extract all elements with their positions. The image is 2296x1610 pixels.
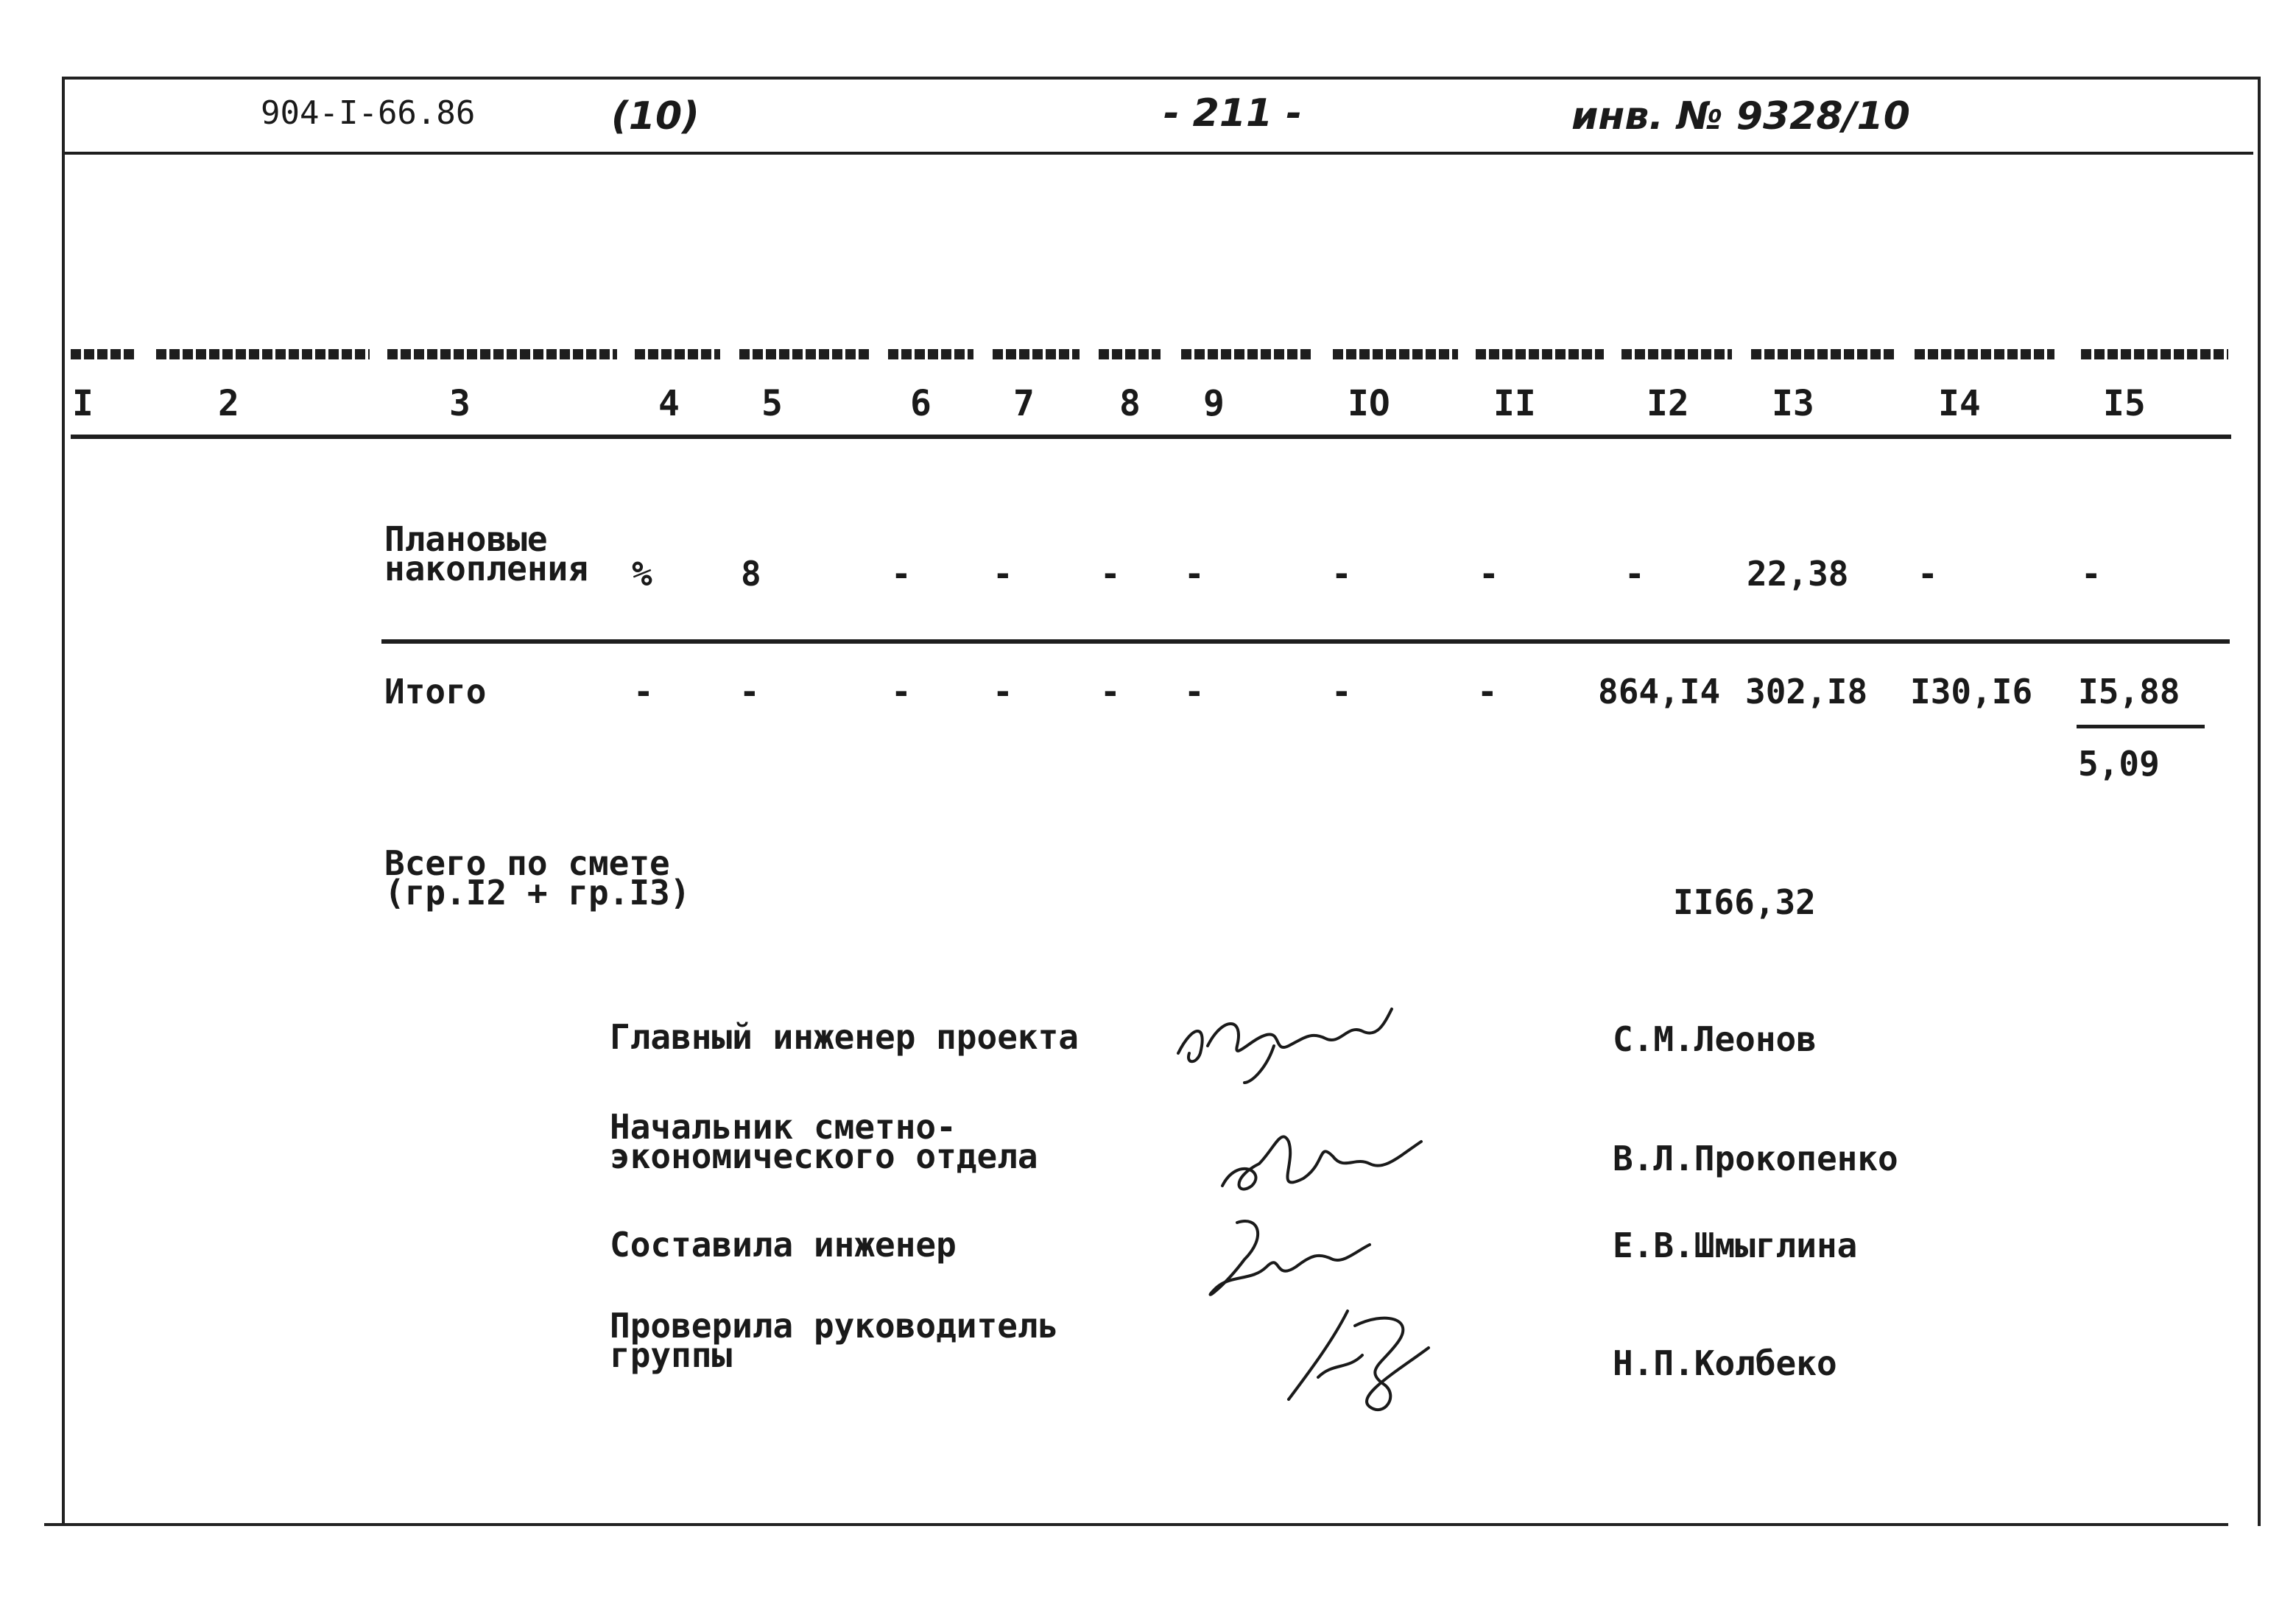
table-cell: - (739, 672, 760, 711)
page-number: - 211 - (1163, 91, 1302, 136)
table-cell: - (1479, 554, 1499, 594)
table-cell: 302,I8 (1745, 672, 1868, 711)
document-code: 904-I-66.86 (261, 94, 476, 132)
signature-scribble-icon (1274, 1296, 1443, 1421)
signatory-title: Главный инженер проекта (610, 1017, 1079, 1057)
column-header-rule (71, 435, 2231, 439)
column-number: 3 (449, 383, 471, 424)
table-cell: - (1624, 554, 1645, 594)
column-number: I5 (2103, 383, 2146, 424)
table-cell: - (1184, 672, 1205, 711)
column-number: 2 (218, 383, 239, 424)
sheet-mark: (10) (611, 94, 700, 138)
signatory-name: В.Л.Прокопенко (1613, 1139, 1898, 1178)
table-cell: - (1331, 554, 1352, 594)
fraction-denominator: 5,09 (2078, 744, 2160, 784)
table-cell: - (2081, 554, 2102, 594)
header-divider (65, 152, 2253, 155)
table-cell: - (1331, 672, 1352, 711)
fraction-bar (2077, 725, 2205, 728)
table-cell: - (1100, 672, 1121, 711)
frame-bottom-border (44, 1523, 2228, 1526)
table-cell: - (1918, 554, 1938, 594)
table-cell: 8 (741, 554, 761, 594)
table-cell: 22,38 (1747, 554, 1849, 594)
table-cell: - (1184, 554, 1205, 594)
table-cell: - (891, 672, 912, 711)
column-number: II (1493, 383, 1536, 424)
fraction-numerator: I5,88 (2078, 672, 2180, 711)
row-label: Плановые накопления (384, 519, 588, 588)
signature-scribble-icon (1163, 994, 1429, 1090)
table-cell: - (993, 672, 1013, 711)
column-number: I (72, 383, 94, 424)
column-number: 7 (1013, 383, 1035, 424)
table-cell: 864,I4 (1598, 672, 1721, 711)
column-number: 9 (1203, 383, 1225, 424)
signatory-name: Е.В.Шмыглина (1613, 1226, 1858, 1265)
signatory-title: Составила инженер (610, 1225, 957, 1265)
column-number: 8 (1119, 383, 1141, 424)
column-number: IO (1348, 383, 1390, 424)
signatory-title: Проверила руководитель группы (610, 1306, 1059, 1375)
column-number: I4 (1938, 383, 1981, 424)
column-number: 4 (658, 383, 680, 424)
table-cell: - (633, 672, 654, 711)
unit-cell: % (632, 554, 652, 594)
total-label: Всего по смете (гр.I2 + гр.I3) (384, 843, 691, 913)
signatory-name: С.М.Леонов (1613, 1019, 1817, 1059)
table-cell: - (993, 554, 1013, 594)
table-cell: - (1100, 554, 1121, 594)
total-value: II66,32 (1673, 882, 1816, 922)
column-number: I3 (1772, 383, 1814, 424)
signatory-name: Н.П.Колбеко (1613, 1343, 1837, 1383)
signature-scribble-icon (1208, 1112, 1443, 1208)
column-number: I2 (1647, 383, 1689, 424)
row-label: Итого (384, 672, 487, 711)
row-separator (381, 639, 2230, 644)
page-frame (62, 77, 2261, 1526)
table-cell: - (891, 554, 912, 594)
signatory-title: Начальник сметно- экономического отдела (610, 1107, 1038, 1176)
column-number: 5 (761, 383, 783, 424)
column-number: 6 (910, 383, 932, 424)
inventory-number: инв. № 9328/10 (1571, 94, 1910, 138)
table-cell: I30,I6 (1910, 672, 2033, 711)
table-cell: - (1477, 672, 1498, 711)
